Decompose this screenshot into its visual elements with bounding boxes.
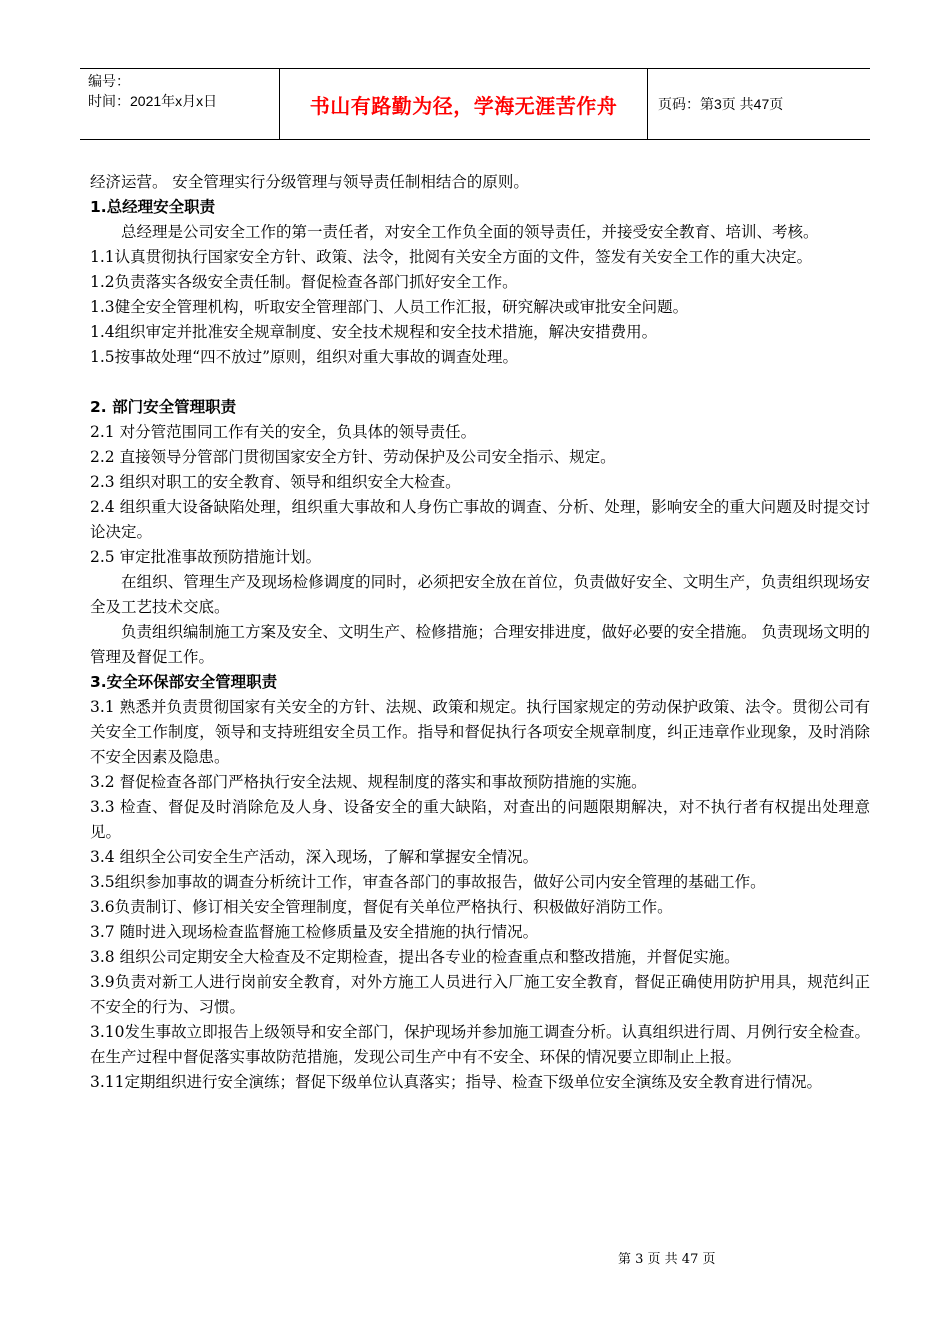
clause-1-3: 1.3健全安全管理机构，听取安全管理部门、人员工作汇报，研究解决或审批安全问题。	[90, 298, 689, 316]
clause-2-3: 2.3 组织对职工的安全教育、领导和组织安全大检查。	[90, 473, 461, 491]
section-1-heading: 1.总经理安全职责	[90, 198, 216, 216]
header-page-info: 页码：第3页 共47页	[658, 96, 784, 112]
intro-paragraph: 经济运营。 安全管理实行分级管理与领导责任制相结合的原则。	[90, 173, 529, 191]
clause-3-2: 3.2 督促检查各部门严格执行安全法规、规程制度的落实和事故预防措施的实施。	[90, 773, 647, 791]
clause-2-1: 2.1 对分管范围同工作有关的安全，负具体的领导责任。	[90, 423, 477, 441]
clause-3-11: 3.11定期组织进行安全演练；督促下级单位认真落实；指导、检查下级单位安全演练及安全教育进行情况。	[90, 1073, 823, 1091]
section-2-heading: 2. 部门安全管理职责	[90, 398, 237, 416]
clause-3-5: 3.5组织参加事故的调查分析统计工作，审查各部门的事故报告，做好公司内安全管理的基础工作。	[90, 873, 766, 891]
clause-1-1: 1.1认真贯彻执行国家安全方针、政策、法令，批阅有关安全方面的文件，签发有关安全工作的重大决定。	[90, 248, 813, 266]
header-meta	[80, 69, 280, 139]
section-2-paragraph-1: 在组织、管理生产及现场检修调度的同时，必须把安全放在首位，负责做好安全、文明生产，负责组织现场安全及工艺技术交底。	[90, 573, 870, 616]
clause-3-1: 3.1 熟悉并负责贯彻国家有关安全的方针、法规、政策和规定。执行国家规定的劳动保护政策、法令。贯彻公司有关安全工作制度，领导和支持班组安全员工作。指导和督促执行各项安全规章制度，纠正违章作业现象，及时消除不安全因素及隐患。	[90, 698, 870, 766]
header-motto: 书山有路勤为径，学海无涯苦作舟	[280, 69, 648, 139]
section-spacer	[90, 370, 870, 395]
clause-2-2: 2.2 直接领导分管部门贯彻国家安全方针、劳动保护及公司安全指示、规定。	[90, 448, 616, 466]
page-footer: 第 3 页 共 47 页	[618, 1252, 716, 1267]
document-number-label: 编号：	[88, 73, 130, 89]
clause-3-10: 3.10发生事故立即报告上级领导和安全部门，保护现场并参加施工调查分析。认真组织进行周、月例行安全检查。在生产过程中督促落实事故防范措施，发现公司生产中有不安全、环保的情况要立即制止上报。	[90, 1023, 870, 1066]
clause-1-2: 1.2负责落实各级安全责任制。督促检查各部门抓好安全工作。	[90, 273, 518, 291]
document-date-label: 时间：2021年x月x日	[88, 93, 218, 109]
document-body	[90, 170, 870, 1095]
clause-3-9: 3.9负责对新工人进行岗前安全教育，对外方施工人员进行入厂施工安全教育，督促正确使用防护用具，规范纠正不安全的行为、习惯。	[90, 973, 870, 1016]
section-2-paragraph-2: 负责组织编制施工方案及安全、文明生产、检修措施；合理安排进度，做好必要的安全措施。 负责现场文明的管理及督促工作。	[90, 623, 870, 666]
clause-3-7: 3.7 随时进入现场检查监督施工检修质量及安全措施的执行情况。	[90, 923, 539, 941]
clause-2-4: 2.4 组织重大设备缺陷处理，组织重大事故和人身伤亡事故的调查、分析、处理，影响安全的重大问题及时提交讨论决定。	[90, 498, 870, 541]
clause-1-5: 1.5按事故处理“四不放过”原则，组织对重大事故的调查处理。	[90, 348, 519, 366]
clause-2-5: 2.5 审定批准事故预防措施计划。	[90, 548, 322, 566]
clause-3-8: 3.8 组织公司定期安全大检查及不定期检查，提出各专业的检查重点和整改措施，并督促实施。	[90, 948, 740, 966]
section-3-heading: 3.安全环保部安全管理职责	[90, 673, 278, 691]
page-header	[80, 68, 870, 140]
section-1-paragraph: 总经理是公司安全工作的第一责任者，对安全工作负全面的领导责任，并接受安全教育、培训、考核。	[121, 223, 819, 241]
clause-3-4: 3.4 组织全公司安全生产活动，深入现场，了解和掌握安全情况。	[90, 848, 539, 866]
clause-1-4: 1.4组织审定并批准安全规章制度、安全技术规程和安全技术措施，解决安措费用。	[90, 323, 658, 341]
clause-3-6: 3.6负责制订、修订相关安全管理制度，督促有关单位严格执行、积极做好消防工作。	[90, 898, 673, 916]
clause-3-3: 3.3 检查、督促及时消除危及人身、设备安全的重大缺陷，对查出的问题限期解决，对不执行者有权提出处理意见。	[90, 798, 870, 841]
